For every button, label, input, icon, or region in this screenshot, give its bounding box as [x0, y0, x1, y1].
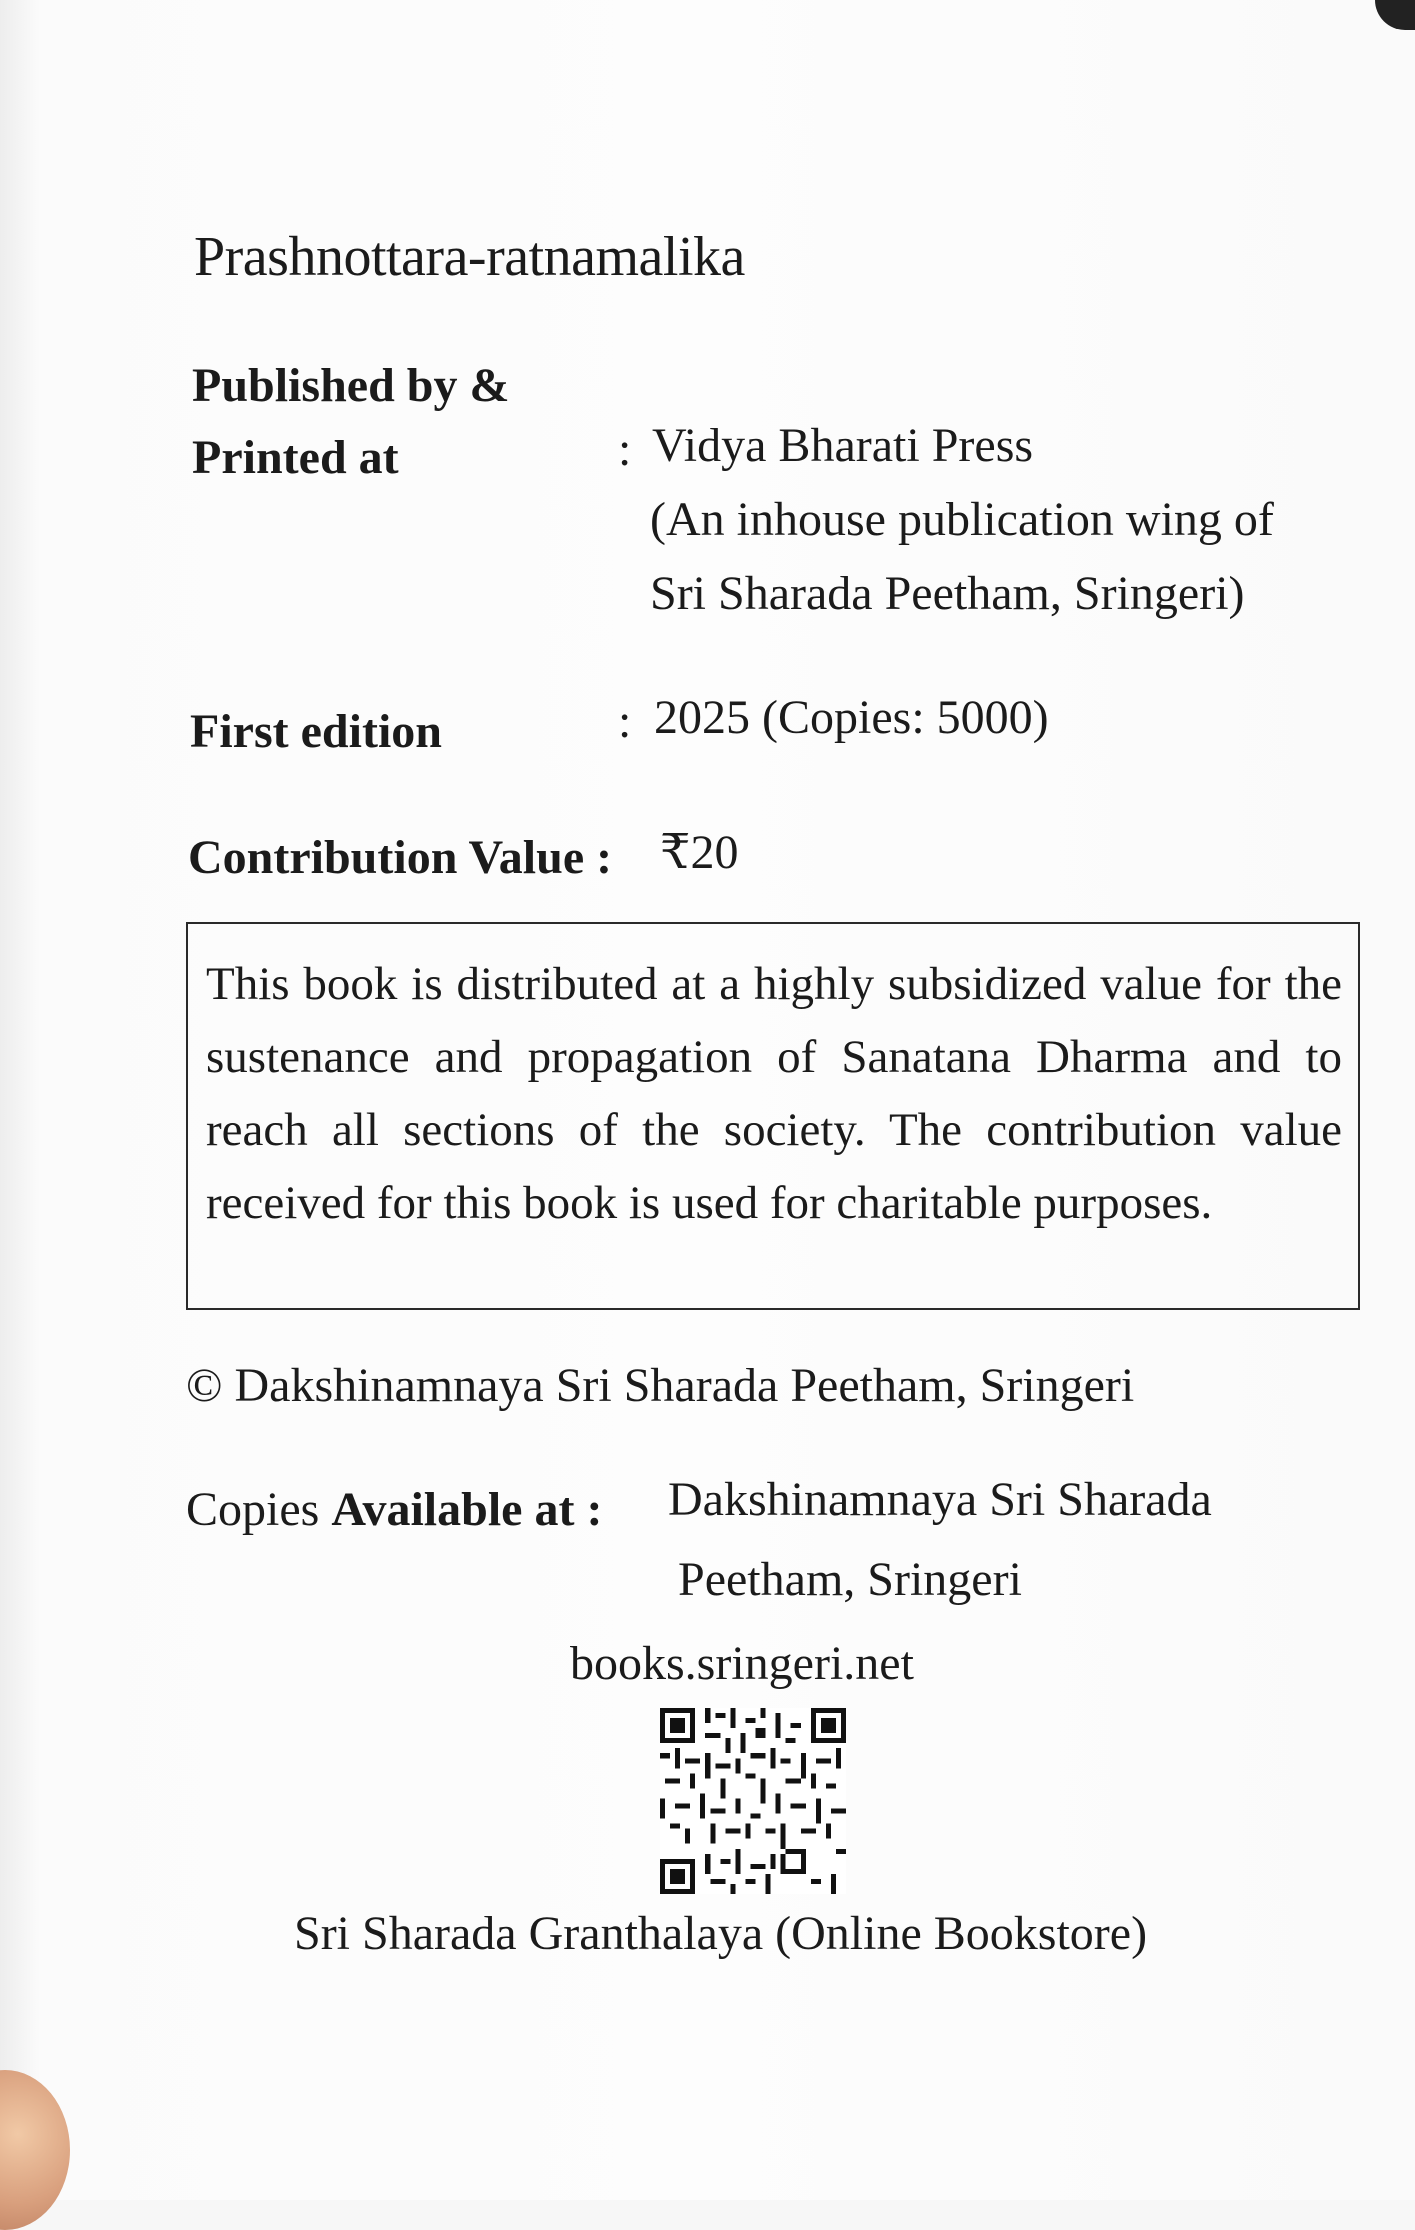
published-colon: :	[618, 423, 632, 476]
copyright-line: © Dakshinamnaya Sri Sharada Peetham, Sringeri	[186, 1359, 1135, 1412]
qr-code-icon[interactable]	[660, 1708, 846, 1894]
website-link[interactable]: books.sringeri.net	[570, 1637, 914, 1690]
online-store-name: Sri Sharada Granthalaya (Online Bookstore)	[294, 1907, 1148, 1960]
edition-label: First edition	[190, 705, 442, 758]
binding-edge-shadow	[1375, 0, 1415, 30]
holding-thumb	[0, 2070, 70, 2230]
availability-label	[186, 1482, 602, 1537]
edition-value: 2025 (Copies: 5000)	[654, 691, 1049, 744]
availability-label-copies: Copies	[186, 1483, 320, 1536]
publisher-desc-line2: Sri Sharada Peetham, Sringeri)	[650, 567, 1245, 620]
availability-label-bold: Available at :	[331, 1483, 603, 1536]
subsidy-note-box: This book is distributed at a highly subsidized value for the sustenance and propagation of Sanatana Dharma and to reach all sections of the society. The contribution value received for this book is used for charitable purposes.	[186, 922, 1360, 1310]
edition-colon: :	[618, 695, 632, 748]
availability-value-line1: Dakshinamnaya Sri Sharada	[668, 1473, 1212, 1526]
published-label-line1: Published by &	[192, 359, 510, 412]
contribution-value: ₹20	[660, 826, 739, 879]
published-label-line2: Printed at	[192, 431, 399, 484]
availability-value-line2: Peetham, Sringeri	[678, 1553, 1022, 1606]
publisher-name: Vidya Bharati Press	[652, 419, 1034, 472]
contribution-label: Contribution Value :	[188, 831, 613, 884]
book-title: Prashnottara-ratnamalika	[194, 226, 745, 288]
publisher-desc-line1: (An inhouse publication wing of	[650, 493, 1274, 546]
